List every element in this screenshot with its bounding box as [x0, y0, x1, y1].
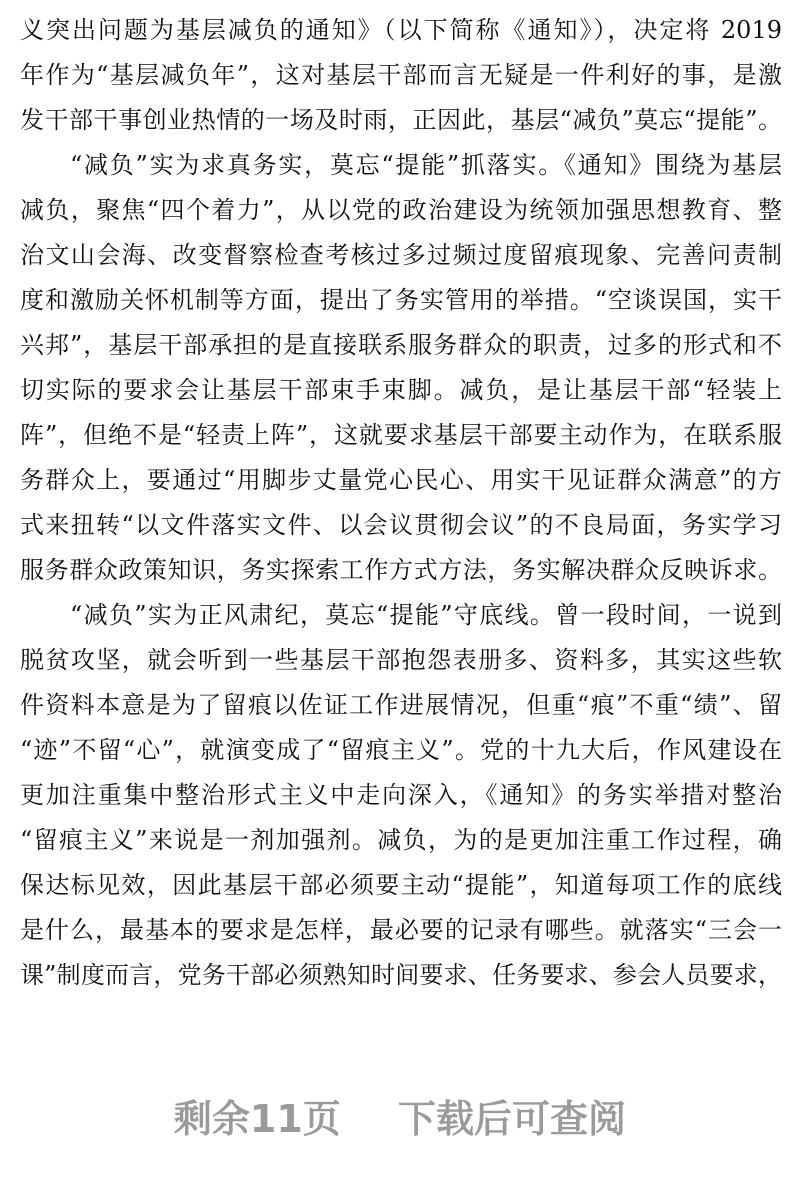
- download-prompt[interactable]: [0, 1088, 800, 1143]
- text-line: 课”制度而言，党务干部必须熟知时间要求、任务要求、参会人员要求，: [20, 961, 782, 989]
- text-line: 保达标见效，因此基层干部必须要主动“提能”，知道每项工作的底线: [20, 871, 782, 899]
- download-hint-label: 下载后可查阅: [398, 1097, 627, 1141]
- text-line: “留痕主义”来说是一剂加强剂。减负，为的是更加注重工作过程，确: [20, 826, 782, 854]
- text-line: “减负”实为正风肃纪，莫忘“提能”守底线。曾一段时间，一说到: [70, 601, 782, 629]
- text-line: 发干部干事创业热情的一场及时雨，正因此，基层“减负”莫忘“提能”。: [20, 106, 782, 134]
- text-line: 脱贫攻坚，就会听到一些基层干部抱怨表册多、资料多，其实这些软: [20, 646, 782, 674]
- text-line: “迹”不留“心”，就演变成了“留痕主义”。党的十九大后，作风建设在: [20, 736, 782, 764]
- text-line: 阵”，但绝不是“轻责上阵”，这就要求基层干部要主动作为，在联系服: [20, 421, 782, 449]
- document-body: [20, 8, 782, 998]
- text-line: 更加注重集中整治形式主义中走向深入，《通知》的务实举措对整治: [20, 781, 782, 809]
- text-line: 是什么，最基本的要求是怎样，最必要的记录有哪些。就落实“三会一: [20, 916, 782, 944]
- text-line: 减负，聚焦“四个着力”，从以党的政治建设为统领加强思想教育、整: [20, 196, 782, 224]
- text-line: 务群众上，要通过“用脚步丈量党心民心、用实干见证群众满意”的方: [20, 466, 782, 494]
- text-line: “减负”实为求真务实，莫忘“提能”抓落实。《通知》围绕为基层: [70, 151, 782, 179]
- paragraph: [20, 593, 782, 998]
- text-line: 治文山会海、改变督察检查考核过多过频过度留痕现象、完善问责制: [20, 241, 782, 269]
- paragraph: [20, 143, 782, 593]
- text-line: 服务群众政策知识，务实探索工作方式方法，务实解决群众反映诉求。: [20, 556, 782, 584]
- text-line: 式来扭转“以文件落实文件、以会议贯彻会议”的不良局面，务实学习: [20, 511, 782, 539]
- paragraph: [20, 8, 782, 143]
- text-line: 度和激励关怀机制等方面，提出了务实管用的举措。“空谈误国，实干: [20, 286, 782, 314]
- text-line: 年作为“基层减负年”，这对基层干部而言无疑是一件利好的事，是激: [20, 61, 782, 89]
- remaining-pages-label: 剩余11页: [173, 1097, 341, 1141]
- text-line: 义突出问题为基层减负的通知》（以下简称《通知》），决定将 2019: [20, 16, 782, 44]
- text-line: 切实际的要求会让基层干部束手束脚。减负，是让基层干部“轻装上: [20, 376, 782, 404]
- text-line: 件资料本意是为了留痕以佐证工作进展情况，但重“痕”不重“绩”、留: [20, 691, 782, 719]
- text-line: 兴邦”，基层干部承担的是直接联系服务群众的职责，过多的形式和不: [20, 331, 782, 359]
